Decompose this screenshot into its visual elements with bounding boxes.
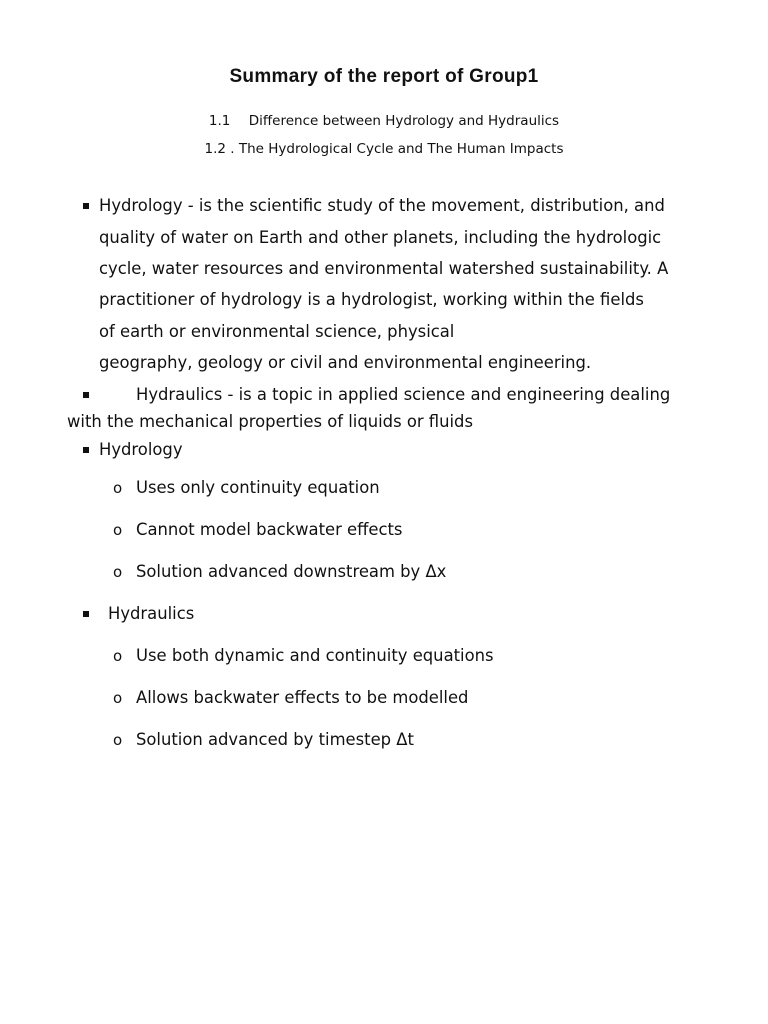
- hydraulics-definition-line: with the mechanical properties of liquids or fluids: [67, 412, 474, 431]
- circle-bullet-icon: o: [113, 731, 123, 749]
- document-title: Summary of the report of Group1: [229, 66, 539, 87]
- hydrology-definition-line: cycle, water resources and environmental watershed sustainability. A: [99, 259, 669, 278]
- hydraulics-list-item: Allows backwater effects to be modelled: [136, 688, 469, 707]
- hydrology-definition-line: of earth or environmental science, physical: [99, 322, 455, 341]
- hydrology-heading: Hydrology: [99, 440, 183, 459]
- circle-bullet-icon: o: [113, 563, 123, 581]
- subheading-text: The Hydrological Cycle and The Human Impacts: [238, 141, 564, 157]
- circle-bullet-icon: o: [113, 647, 123, 665]
- hydrology-definition-line: quality of water on Earth and other planets, including the hydrologic: [99, 228, 662, 247]
- circle-bullet-icon: o: [113, 689, 123, 707]
- hydrology-definition-line: practitioner of hydrology is a hydrologist, working within the fields: [99, 290, 644, 309]
- subheading-1-2: [0, 141, 768, 157]
- square-bullet-icon: [83, 392, 89, 398]
- hydrology-list-item: Solution advanced downstream by Δx: [136, 562, 447, 581]
- subheading-number: 1.1: [208, 113, 231, 129]
- hydraulics-definition-line: Hydraulics - is a topic in applied science and engineering dealing: [136, 385, 671, 404]
- circle-bullet-icon: o: [113, 521, 123, 539]
- subheading-number: 1.2 .: [204, 141, 235, 157]
- subheading-1-1: [0, 113, 768, 129]
- hydraulics-heading: Hydraulics: [108, 604, 195, 623]
- hydraulics-list-item: Use both dynamic and continuity equations: [136, 646, 494, 665]
- square-bullet-icon: [83, 447, 89, 453]
- hydrology-list-item: Cannot model backwater effects: [136, 520, 403, 539]
- hydrology-definition-line: geography, geology or civil and environmental engineering.: [99, 353, 592, 372]
- hydrology-definition-line: Hydrology - is the scientific study of the movement, distribution, and: [99, 196, 665, 215]
- square-bullet-icon: [83, 203, 89, 209]
- square-bullet-icon: [83, 611, 89, 617]
- hydrology-list-item: Uses only continuity equation: [136, 478, 380, 497]
- subheading-text: Difference between Hydrology and Hydraulics: [248, 113, 560, 129]
- hydraulics-list-item: Solution advanced by timestep Δt: [136, 730, 414, 749]
- circle-bullet-icon: o: [113, 479, 123, 497]
